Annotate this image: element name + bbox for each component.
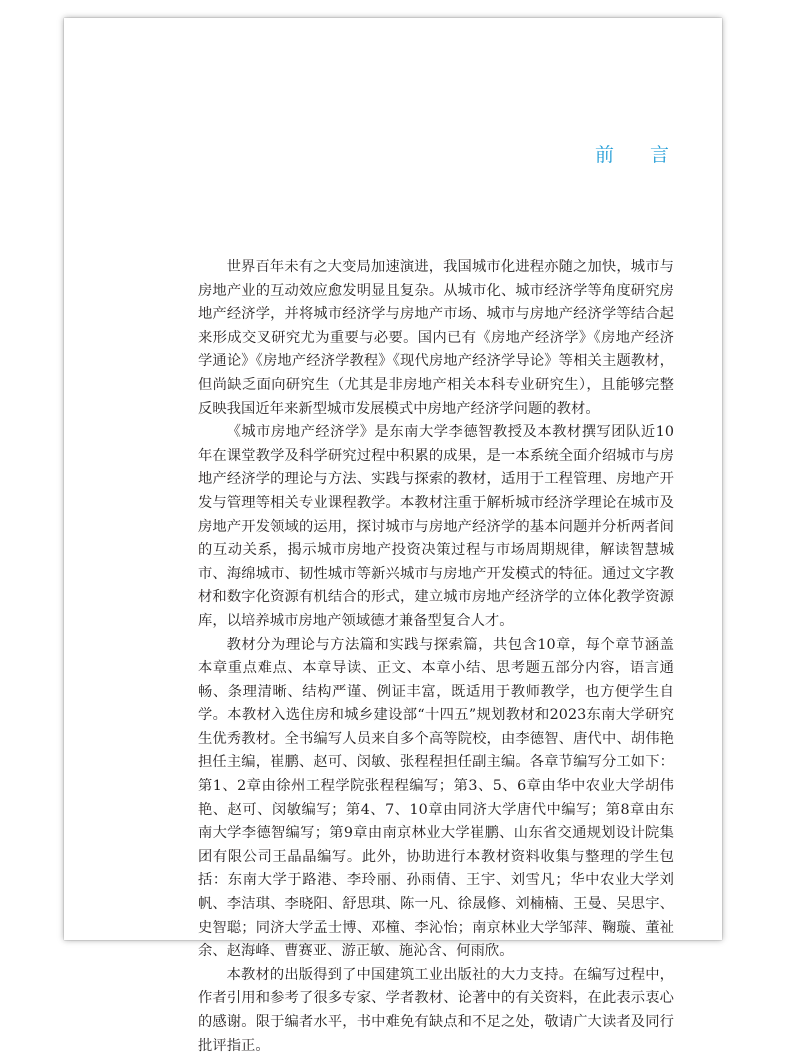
preface-body — [198, 256, 674, 1058]
paragraph-3: 教材分为理论与方法篇和实践与探索篇，共包含10章，每个章节涵盖本章重点难点、本章导读、正文、本章小结、思考题五部分内容，语言通畅、条理清晰、结构严谨、例证丰富，既适用于教师教学，也方便学生自学。本教材入选住房和城乡建设部“十四五”规划教材和2023东南大学研究生优秀教材。全书编写人员来自多个高等院校，由李德智、唐代中、胡伟艳担任主编，崔鹏、赵可、闵敏、张程程担任副主编。各章节编写分工如下：第1、2章由徐州工程学院张程程编写；第3、5、6章由华中农业大学胡伟艳、赵可、闵敏编写；第4、7、10章由同济大学唐代中编写；第8章由东南大学李德智编写；第9章由南京林业大学崔鹏、山东省交通规划设计院集团有限公司王晶晶编写。此外，协助进行本教材资料收集与整理的学生包括：东南大学于路港、李玲丽、孙雨倩、王宇、刘雪凡；华中农业大学刘帆、李洁琪、李晓阳、舒思琪、陈一凡、徐晟修、刘楠楠、王曼、吴思宇、史智聪；同济大学孟士博、邓橦、李沁怡；南京林业大学邹萍、鞠璇、董祉余、赵海峰、曹赛亚、游正敏、施沁含、何雨欣。 — [198, 636, 674, 960]
paragraph-1: 世界百年未有之大变局加速演进，我国城市化进程亦随之加快，城市与房地产业的互动效应愈发明显且复杂。从城市化、城市经济学等角度研究房地产经济学，并将城市经济学与房地产市场、城市与房地产经济学等结合起来形成交叉研究尤为重要与必要。国内已有《房地产经济学》《房地产经济学通论》《房地产经济学教程》《现代房地产经济学导论》等相关主题教材，但尚缺乏面向研究生（尤其是非房地产相关本科专业研究生），且能够完整反映我国近年来新型城市发展模式中房地产经济学问题的教材。 — [198, 259, 674, 417]
page-title: 前 言 — [595, 144, 685, 166]
paragraph-2: 《城市房地产经济学》是东南大学李德智教授及本教材撰写团队近10年在课堂教学及科学研究过程中积累的成果，是一本系统全面介绍城市与房地产经济学的理论与方法、实践与探索的教材，适用于工程管理、房地产开发与管理等相关专业课程教学。本教材注重于解析城市经济学理论在城市及房地产开发领域的运用，探讨城市与房地产经济学的基本问题并分析两者间的互动关系，揭示城市房地产投资决策过程与市场周期规律，解读智慧城市、海绵城市、韧性城市等新兴城市与房地产开发模式的特征。通过文字教材和数字化资源有机结合的形式，建立城市房地产经济学的立体化教学资源库，以培养城市房地产领域德才兼备型复合人才。 — [198, 424, 674, 629]
paragraph-4: 本教材的出版得到了中国建筑工业出版社的大力支持。在编写过程中，作者引用和参考了很多专家、学者教材、论著中的有关资料，在此表示衷心的感谢。限于编者水平，书中难免有缺点和不足之处，敬请广大读者及同行批评指正。 — [198, 966, 674, 1054]
book-page — [64, 18, 722, 1054]
